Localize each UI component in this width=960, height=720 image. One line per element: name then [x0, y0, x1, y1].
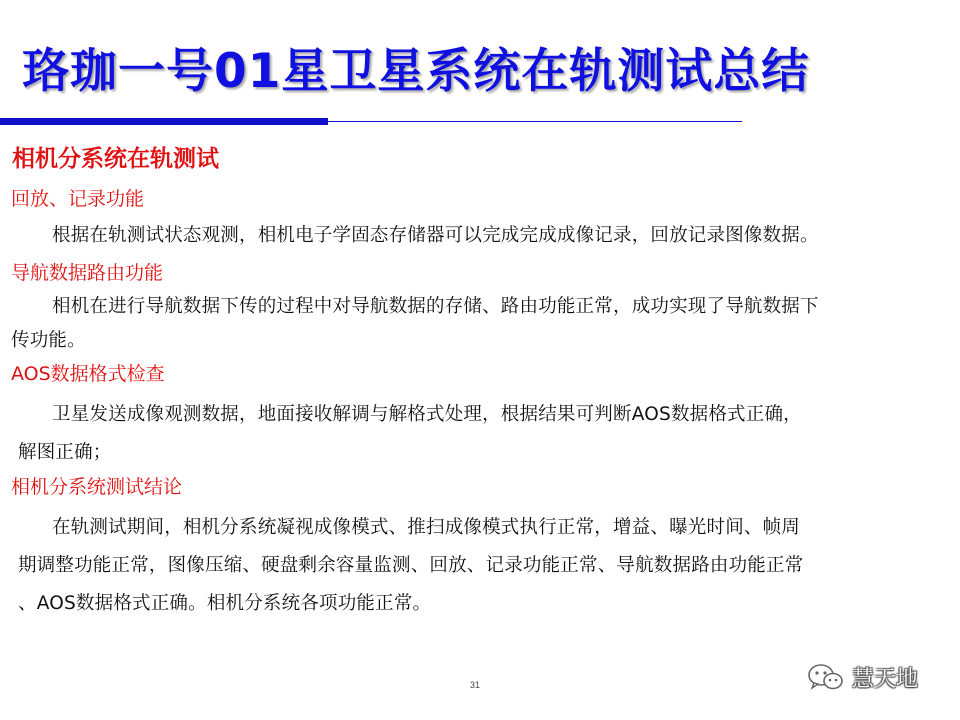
heading-nav-routing: 导航数据路由功能	[11, 262, 164, 284]
heading-aos-format: AOS数据格式检查	[11, 363, 165, 385]
wechat-icon	[806, 662, 846, 692]
para-conclusion-line-2: 期调整功能正常，图像压缩、硬盘剩余容量监测、回放、记录功能正常、导航数据路由功能正常	[18, 555, 804, 576]
title-rule-thick	[0, 118, 328, 125]
heading-playback-record: 回放、记录功能	[11, 188, 145, 210]
para-conclusion-line-1: 在轨测试期间，相机分系统凝视成像模式、推扫成像模式执行正常，增益、曝光时间、帧周	[52, 517, 801, 538]
para-aos-line-1: 卫星发送成像观测数据，地面接收解调与解格式处理，根据结果可判断AOS数据格式正确，	[52, 404, 802, 425]
para-nav-line-1: 相机在进行导航数据下传的过程中对导航数据的存储、路由功能正常，成功实现了导航数据下	[52, 296, 819, 317]
title-rule-thin	[328, 121, 742, 122]
watermark-text: 慧天地	[852, 666, 919, 692]
heading-conclusion: 相机分系统测试结论	[11, 476, 183, 498]
para-playback-line-1: 根据在轨测试状态观测，相机电子学固态存储器可以完成完成成像记录，回放记录图像数据。	[52, 225, 819, 246]
section-title: 相机分系统在轨测试	[12, 146, 219, 172]
para-conclusion-line-3: 、AOS数据格式正确。相机分系统各项功能正常。	[18, 593, 432, 614]
page-number: 31	[470, 680, 481, 690]
slide-title: 珞珈一号01星卫星系统在轨测试总结	[22, 44, 810, 99]
watermark	[806, 662, 918, 692]
para-nav-line-2: 传功能。	[11, 330, 86, 351]
para-aos-line-2: 解图正确；	[18, 442, 112, 463]
